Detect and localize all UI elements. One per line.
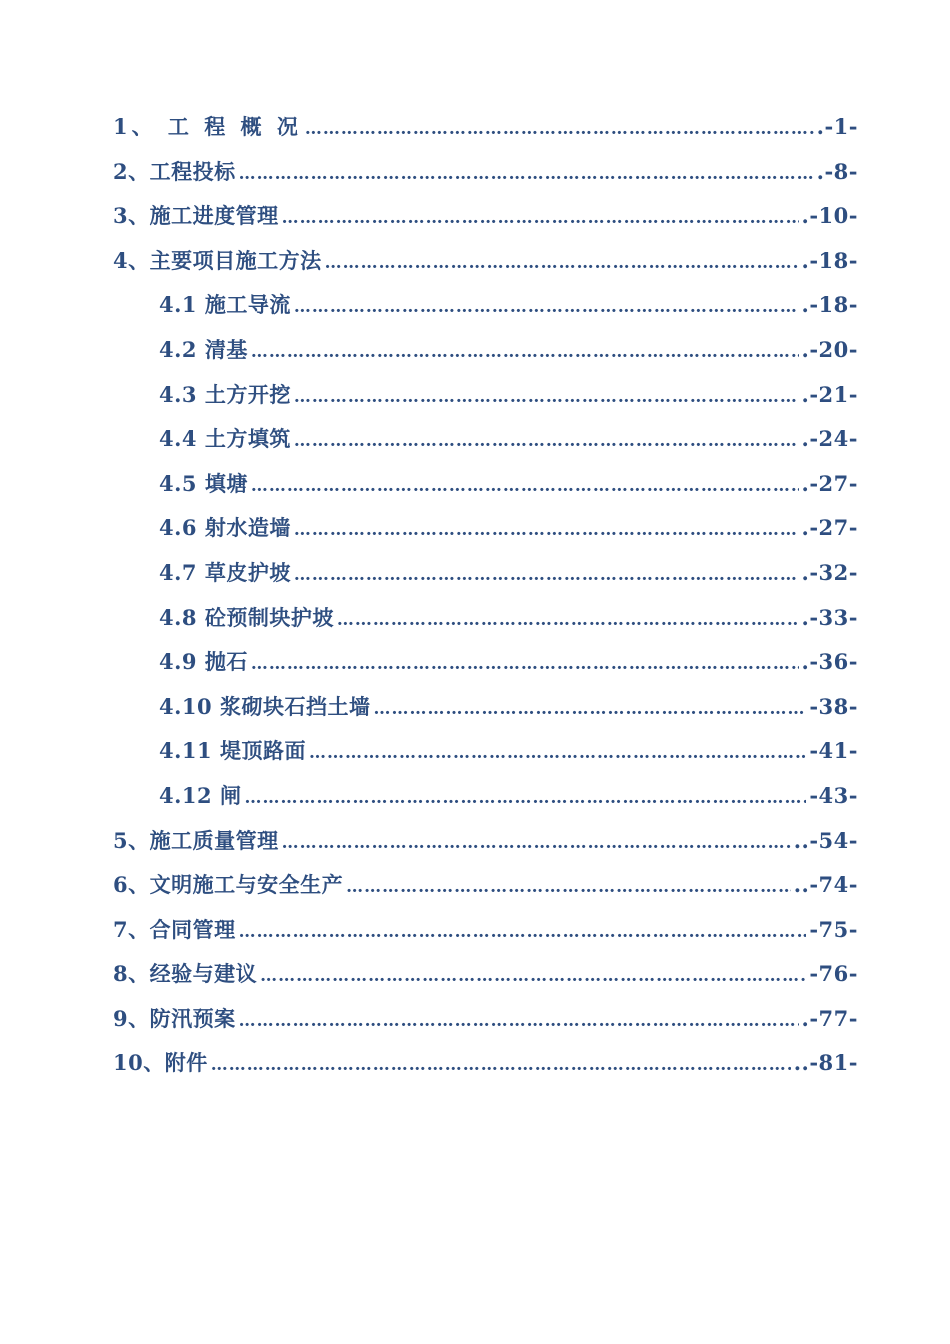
toc-page-number: .-77-: [801, 1005, 858, 1031]
toc-dot-leader: [239, 922, 807, 942]
toc-dot-leader: [251, 476, 799, 496]
toc-dot-leader: [211, 1055, 791, 1075]
toc-page-number: .-27-: [801, 470, 858, 496]
toc-page-number: .-24-: [801, 426, 858, 452]
toc-entry[interactable]: [0, 239, 950, 284]
toc-page-number: -76-: [809, 961, 858, 987]
toc-dot-leader: [305, 119, 814, 139]
toc-dot-leader: [373, 699, 806, 719]
toc-entry-title: 4.12 闸: [159, 782, 242, 808]
toc-entry-line: [159, 512, 858, 542]
toc-dot-leader: [294, 565, 799, 585]
toc-entry[interactable]: [0, 1041, 950, 1086]
toc-page-number: -38-: [809, 693, 858, 719]
toc-entry-line: [159, 334, 858, 364]
toc-page-number: ..-81-: [793, 1050, 858, 1076]
toc-entry-title: 6、文明施工与安全生产: [113, 872, 344, 898]
toc-entry-line: [113, 156, 858, 186]
toc-entry-title: 5、施工质量管理: [113, 827, 279, 853]
toc-page-number: -75-: [809, 916, 858, 942]
toc-dot-leader: [337, 610, 799, 630]
toc-page-number: .-32-: [801, 559, 858, 585]
toc-dot-leader: [282, 833, 791, 853]
toc-entry-line: [113, 869, 858, 899]
toc-entry-title: 7、合同管理: [113, 916, 236, 942]
toc-entry[interactable]: [0, 506, 950, 551]
toc-entry[interactable]: [0, 729, 950, 774]
toc-dot-leader: [239, 1011, 799, 1031]
toc-page-number: ..-74-: [793, 872, 858, 898]
toc-page-number: .-36-: [801, 649, 858, 675]
toc-entry-line: [159, 379, 858, 409]
toc-entry[interactable]: [0, 685, 950, 730]
toc-entry-title: 4.10 浆砌块石挡土墙: [159, 693, 371, 719]
toc-entry-line: [159, 780, 858, 810]
toc-entry-line: [159, 646, 858, 676]
toc-entry[interactable]: [0, 283, 950, 328]
toc-entry-title: 4.1 施工导流: [159, 292, 291, 318]
toc-entry-line: [159, 468, 858, 498]
toc-entry-title: 4.11 堤顶路面: [159, 738, 306, 764]
toc-entry[interactable]: [0, 596, 950, 641]
toc-dot-leader: [251, 654, 799, 674]
toc-page-number: ..-54-: [793, 827, 858, 853]
toc-page-number: .-18-: [801, 247, 858, 273]
toc-page-number: .-20-: [801, 336, 858, 362]
toc-page-number: .-21-: [801, 381, 858, 407]
toc-dot-leader: [294, 387, 799, 407]
toc-entry-title: 10、附件: [113, 1050, 208, 1076]
toc-entry-line: [159, 423, 858, 453]
toc-entry-line: [113, 825, 858, 855]
toc-entry-title: 2、工程投标: [113, 158, 236, 184]
toc-entry-title: 4.9 抛石: [159, 649, 248, 675]
toc-page-number: .-18-: [801, 292, 858, 318]
toc-entry-line: [159, 289, 858, 319]
toc-dot-leader: [251, 342, 799, 362]
toc-entry-title: 8、经验与建议: [113, 961, 258, 987]
toc-entry[interactable]: [0, 328, 950, 373]
toc-entry-title: 4.3 土方开挖: [159, 381, 291, 407]
toc-page-number: .-27-: [801, 515, 858, 541]
toc-entry-title: 1、 工 程 概 况: [113, 114, 302, 139]
toc-entry[interactable]: [0, 952, 950, 997]
toc-dot-leader: [239, 164, 814, 184]
toc-entry-title: 4.2 清基: [159, 336, 248, 362]
toc-entry[interactable]: [0, 194, 950, 239]
toc-entry-line: [159, 735, 858, 765]
toc-entry-line: [159, 557, 858, 587]
toc-entry-title: 4.5 填塘: [159, 470, 248, 496]
table-of-contents: [0, 105, 950, 1086]
toc-entry[interactable]: [0, 462, 950, 507]
toc-dot-leader: [260, 966, 806, 986]
toc-entry-line: [159, 602, 858, 632]
toc-entry-title: 4.4 土方填筑: [159, 426, 291, 452]
toc-page-number: .-8-: [816, 158, 858, 184]
toc-entry[interactable]: [0, 908, 950, 953]
toc-entry[interactable]: [0, 819, 950, 864]
toc-page-number: -43-: [809, 782, 858, 808]
toc-entry[interactable]: [0, 774, 950, 819]
toc-dot-leader: [244, 788, 806, 808]
toc-entry[interactable]: [0, 417, 950, 462]
toc-entry-line: [113, 111, 858, 141]
toc-entry-line: [113, 200, 858, 230]
toc-dot-leader: [294, 520, 799, 540]
toc-entry-line: [113, 245, 858, 275]
toc-entry-title: 4、主要项目施工方法: [113, 247, 322, 273]
toc-entry-title: 3、施工进度管理: [113, 203, 279, 229]
toc-entry[interactable]: [0, 150, 950, 195]
toc-dot-leader: [294, 297, 799, 317]
toc-entry[interactable]: [0, 373, 950, 418]
toc-entry-title: 4.8 砼预制块护坡: [159, 604, 334, 630]
toc-dot-leader: [346, 877, 791, 897]
toc-page-number: .-1-: [816, 114, 858, 139]
toc-page-number: -41-: [809, 738, 858, 764]
toc-page-number: .-33-: [801, 604, 858, 630]
toc-dot-leader: [325, 253, 799, 273]
toc-entry-title: 9、防汛预案: [113, 1005, 236, 1031]
toc-entry-line: [113, 958, 858, 988]
toc-entry[interactable]: [0, 551, 950, 596]
toc-dot-leader: [282, 208, 799, 228]
toc-entry-line: [159, 691, 858, 721]
toc-entry[interactable]: [0, 105, 950, 150]
toc-entry-line: [113, 914, 858, 944]
toc-entry-title: 4.6 射水造墙: [159, 515, 291, 541]
toc-entry[interactable]: [0, 997, 950, 1042]
toc-dot-leader: [309, 743, 806, 763]
toc-entry-line: [113, 1047, 858, 1077]
toc-entry[interactable]: [0, 640, 950, 685]
toc-dot-leader: [294, 431, 799, 451]
toc-entry-line: [113, 1003, 858, 1033]
toc-page-number: .-10-: [801, 203, 858, 229]
toc-entry-title: 4.7 草皮护坡: [159, 559, 291, 585]
toc-entry[interactable]: [0, 863, 950, 908]
